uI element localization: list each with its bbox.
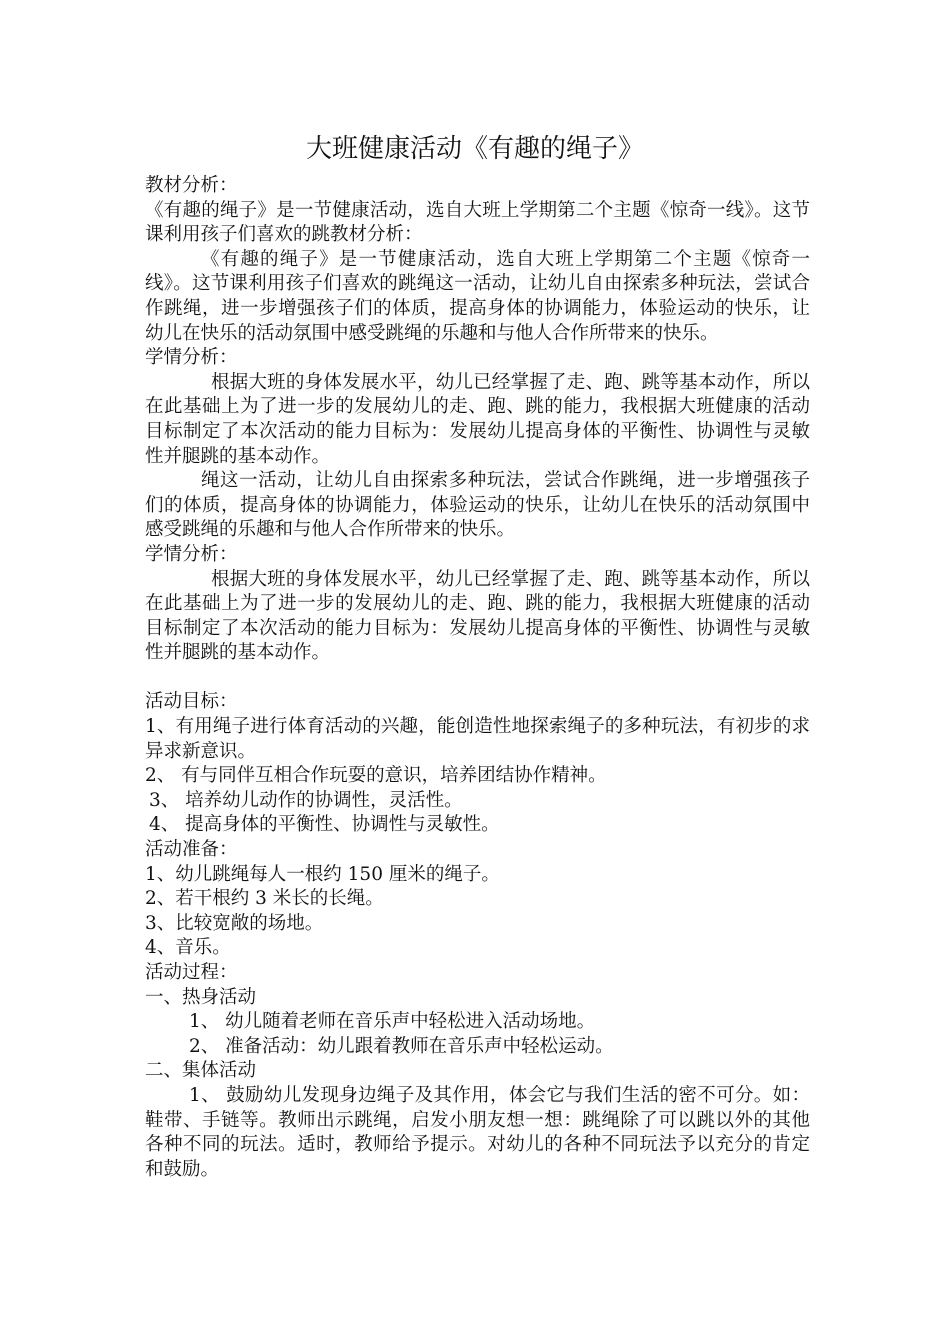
part-warmup-title: 一、热身活动 bbox=[145, 986, 257, 1008]
document-title: 大班健康活动《有趣的绳子》 bbox=[305, 134, 644, 164]
warmup-step: 2、 准备活动：幼儿跟着教师在音乐声中轻松运动。 bbox=[189, 1035, 614, 1057]
part-group-title: 二、集体活动 bbox=[145, 1060, 257, 1082]
rope-activity-paragraph: 绳这一活动，让幼儿自由探索多种玩法，尝试合作跳绳，进一步增强孩子们的体质，提高身体的协调能力，体验运动的快乐，让幼儿在快乐的活动氛围中感受跳绳的乐趣和与他人合作所带来的快乐。 bbox=[145, 470, 810, 541]
material-paragraph-2: 《有趣的绳子》是一节健康活动，选自大班上学期第二个主题《惊奇一线》。这节课利用孩子们喜欢的跳绳这一活动，让幼儿自由探索多种玩法，尝试合作跳绳，进一步增强孩子们的体质，提高身体的协调能力，体验运动的快乐，让幼儿在快乐的活动氛围中感受跳绳的乐趣和与他人合作所带来的快乐。 bbox=[145, 248, 810, 344]
document-body bbox=[145, 174, 810, 1182]
goal-item: 4、 提高身体的平衡性、协调性与灵敏性。 bbox=[149, 814, 500, 836]
material-paragraph-1: 《有趣的绳子》是一节健康活动，选自大班上学期第二个主题《惊奇一线》。这节课利用孩子们喜欢的跳教材分析： bbox=[145, 199, 810, 246]
learning-paragraph-2: 根据大班的身体发展水平，幼儿已经掌握了走、跑、跳等基本动作，所以在此基础上为了进一步的发展幼儿的走、跑、跳的能力，我根据大班健康的活动目标制定了本次活动的能力目标为：发展幼儿提高身体的平衡性、协调性与灵敏性并腿跳的基本动作。 bbox=[145, 568, 810, 664]
prep-item: 4、音乐。 bbox=[145, 937, 231, 959]
goal-item: 3、 培养幼儿动作的协调性，灵活性。 bbox=[149, 789, 463, 811]
prep-item: 1、幼儿跳绳每人一根约 150 厘米的绳子。 bbox=[145, 863, 500, 885]
prep-item: 3、比较宽敞的场地。 bbox=[145, 912, 324, 934]
heading-material-analysis: 教材分析： bbox=[145, 175, 238, 196]
goal-item: 2、 有与同伴互相合作玩耍的意识，培养团结协作精神。 bbox=[145, 765, 607, 787]
heading-activity-process: 活动过程： bbox=[145, 962, 238, 983]
goal-item: 1、有用绳子进行体育活动的兴趣，能创造性地探索绳子的多种玩法，有初步的求异求新意识。 bbox=[145, 716, 810, 762]
group-step: 1、 鼓励幼儿发现身边绳子及其作用，体会它与我们生活的密不可分。如：鞋带、手链等。教师出示跳绳，启发小朋友想一想：跳绳除了可以跳以外的其他各种不同的玩法。适时，教师给予提示。对幼儿的各种不同玩法予以充分的肯定和鼓励。 bbox=[145, 1084, 810, 1180]
heading-learning-analysis-repeat: 学情分析： bbox=[145, 543, 238, 565]
heading-activity-goals: 活动目标： bbox=[145, 691, 238, 713]
blank-line bbox=[145, 666, 810, 691]
learning-paragraph-1: 根据大班的身体发展水平，幼儿已经掌握了走、跑、跳等基本动作，所以在此基础上为了进一步的发展幼儿的走、跑、跳的能力，我根据大班健康的活动目标制定了本次活动的能力目标为：发展幼儿提高身体的平衡性、协调性与灵敏性并腿跳的基本动作。 bbox=[145, 371, 810, 467]
prep-item: 2、若干根约 3 米长的长绳。 bbox=[145, 888, 384, 910]
heading-learning-analysis: 学情分析： bbox=[145, 347, 238, 369]
heading-activity-preparation: 活动准备： bbox=[145, 839, 238, 861]
warmup-step: 1、 幼儿随着老师在音乐声中轻松进入活动场地。 bbox=[189, 1011, 596, 1033]
